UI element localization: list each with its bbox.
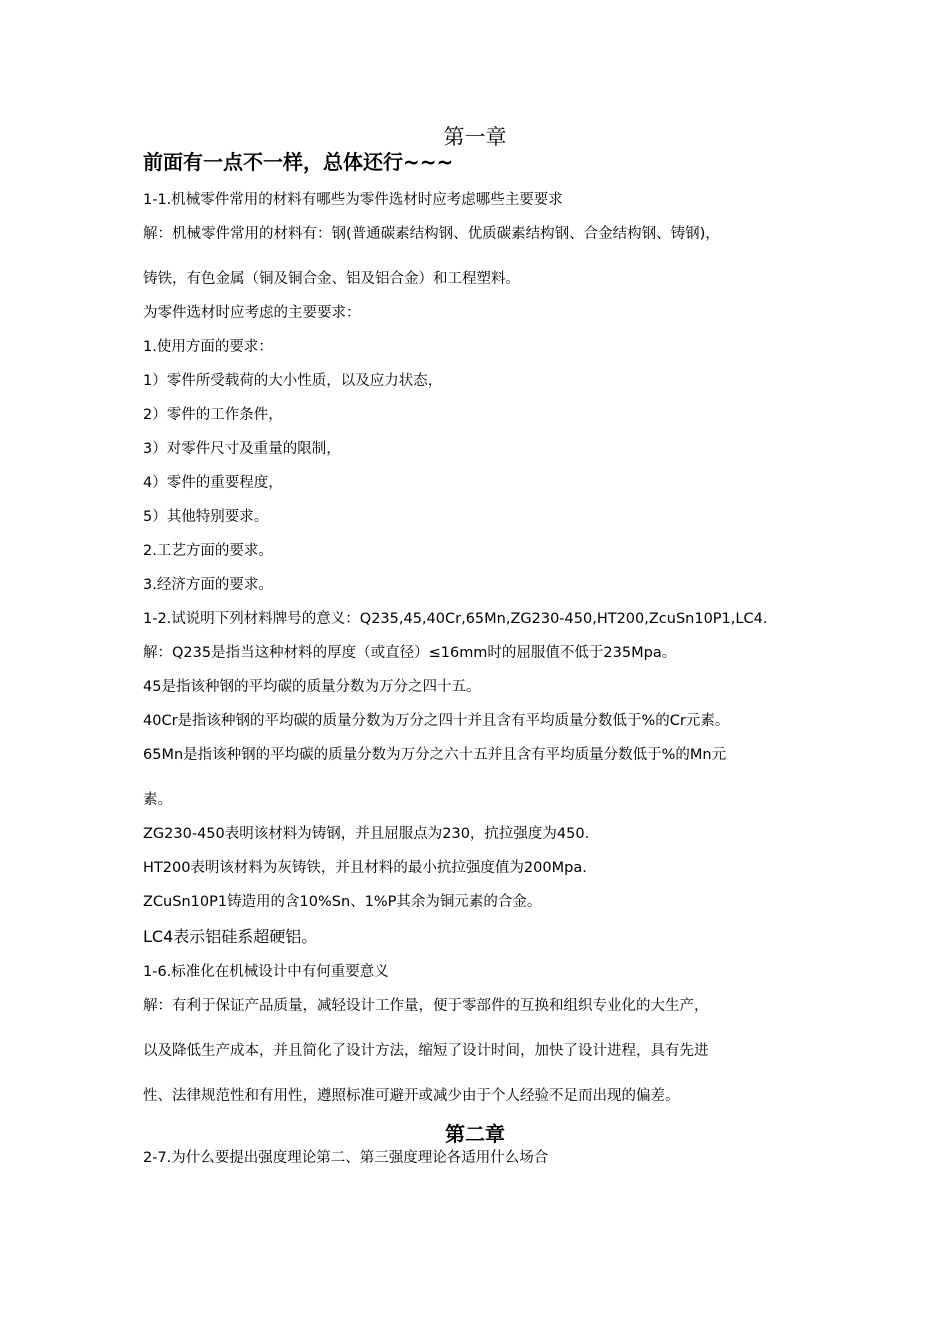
question-1-2: 1-2.试说明下列材料牌号的意义：Q235,45,40Cr,65Mn,ZG230-450,HT200,ZcuSn10P1,LC4.: [143, 611, 768, 627]
document-body: [143, 190, 833, 1168]
requirement-process: 2.工艺方面的要求。: [143, 543, 273, 559]
answer-zg230: ZG230-450表明该材料为铸钢，并且屈服点为230，抗拉强度为450.: [143, 826, 590, 842]
answer-lc4: LC4表示铝硅系超硬铝。: [143, 927, 318, 946]
requirement-usage-item: 1）零件所受载荷的大小性质，以及应力状态，: [143, 373, 443, 389]
question-1-1: 1-1.机械零件常用的材料有哪些为零件选材时应考虑哪些主要要求: [143, 192, 563, 208]
answer-1-6-line-3: 性、法律规范性和有用性，遵照标准可避开或减少由于个人经验不足而出现的偏差。: [143, 1088, 680, 1104]
answer-65mn-line-2: 素。: [143, 792, 172, 808]
answer-40cr: 40Cr是指该种钢的平均碳的质量分数为万分之四十并且含有平均质量分数低于%的Cr元素。: [143, 713, 730, 729]
subtitle-heading: 前面有一点不一样，总体还行~~~: [143, 150, 454, 174]
requirement-usage-item: 2）零件的工作条件，: [143, 407, 283, 423]
answer-1-6-line-2: 以及降低生产成本，并且简化了设计方法，缩短了设计时间，加快了设计进程，具有先进: [143, 1043, 709, 1059]
answer-1-6-line-1: 解：有利于保证产品质量，减轻设计工作量，便于零部件的互换和组织专业化的大生产，: [143, 998, 709, 1014]
answer-65mn-line-1: 65Mn是指该种钢的平均碳的质量分数为万分之六十五并且含有平均质量分数低于%的Mn元: [143, 747, 727, 763]
answer-45: 45是指该种钢的平均碳的质量分数为万分之四十五。: [143, 679, 481, 695]
answer-1-1-line-1: 解：机械零件常用的材料有：钢(普通碳素结构钢、优质碳素结构钢、合金结构钢、铸钢)，: [143, 226, 720, 242]
chapter-two-heading: 第二章: [445, 1122, 505, 1146]
answer-ht200: HT200表明该材料为灰铸铁，并且材料的最小抗拉强度值为200Mpa.: [143, 860, 587, 876]
requirement-usage-item: 4）零件的重要程度，: [143, 475, 283, 491]
answer-q235: 解：Q235是指当这种材料的厚度（或直径）≤16mm时的屈服值不低于235Mpa。: [143, 645, 677, 661]
requirement-economic: 3.经济方面的要求。: [143, 577, 273, 593]
question-1-6: 1-6.标准化在机械设计中有何重要意义: [143, 964, 389, 980]
requirement-usage-item: 5）其他特别要求。: [143, 509, 269, 525]
answer-1-1-line-2: 铸铁，有色金属（铜及铜合金、铝及铝合金）和工程塑料。: [143, 271, 520, 287]
requirement-usage: 1.使用方面的要求：: [143, 339, 273, 355]
chapter-one-heading: 第一章: [443, 125, 507, 149]
requirements-intro: 为零件选材时应考虑的主要要求：: [143, 305, 361, 321]
question-2-7: 2-7.为什么要提出强度理论第二、第三强度理论各适用什么场合: [143, 1150, 549, 1166]
answer-zcusn10p1: ZCuSn10P1铸造用的含10%Sn、1%P其余为铜元素的合金。: [143, 894, 542, 910]
requirement-usage-item: 3）对零件尺寸及重量的限制，: [143, 441, 341, 457]
